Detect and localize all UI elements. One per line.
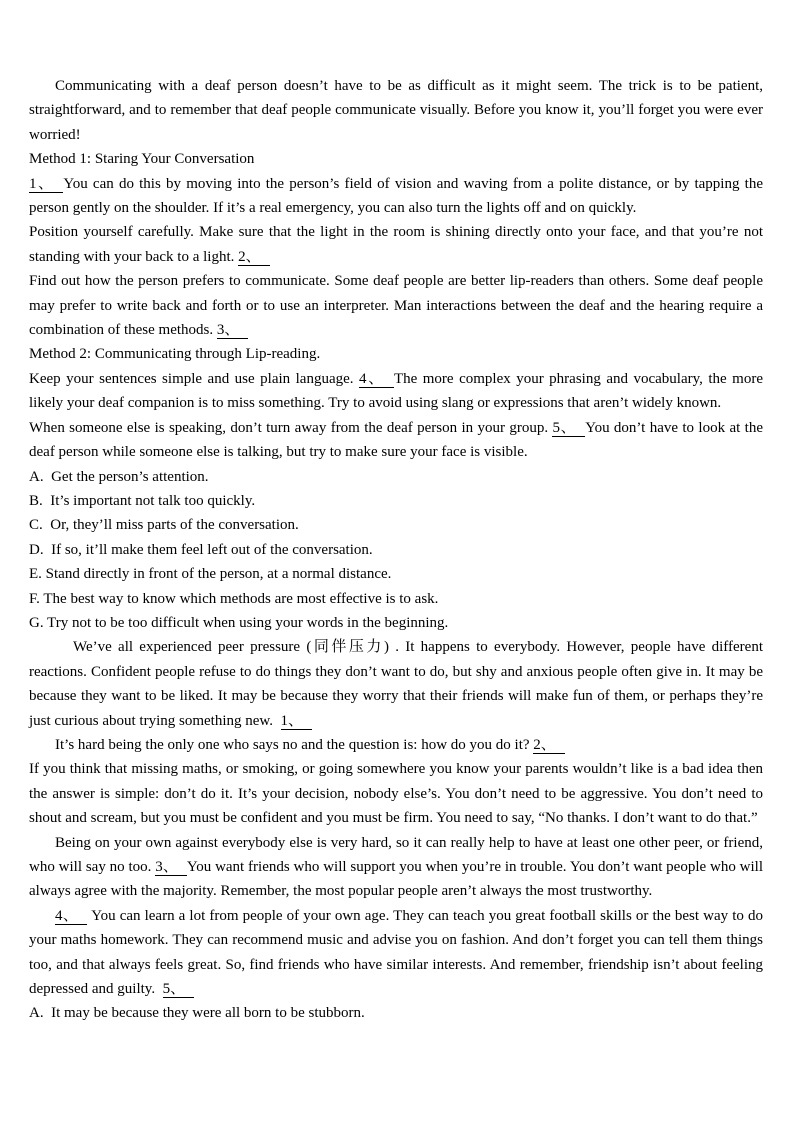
text-run: B. It’s important not talk too quickly.	[29, 492, 256, 509]
option-c	[29, 513, 763, 537]
answer-blank: 1、	[29, 176, 63, 193]
text-run: A. It may be because they were all born to be stubborn.	[29, 1005, 365, 1022]
document-body	[29, 74, 763, 1026]
passage2-intro	[29, 635, 763, 733]
answer-blank: 5、	[552, 420, 585, 437]
text-run: If you think that missing maths, or smoking, or going somewhere you know your parents wouldn’t like is a bad idea then the answer is simple: don’t do it. It’s your decision, nobody else’s. You don’t need to be aggressive. You don’t need to shout and scream, but you must be confident and you must be firm. You need to say, “No thanks. I don’t want to do that.”	[29, 761, 763, 827]
answer-blank: 3、	[155, 859, 187, 876]
text-run: Method 2: Communicating through Lip-reading.	[29, 346, 321, 363]
text-run: Method 1: Staring Your Conversation	[29, 151, 255, 168]
option-a	[29, 465, 763, 489]
passage2-para-decision	[29, 757, 763, 830]
text-run: Keep your sentences simple and use plain language.	[29, 370, 359, 387]
text-run: Position yourself carefully. Make sure that the light in the room is shining directly onto your face, and that you’re not standing with your back to a light.	[29, 224, 763, 265]
text-run: Find out how the person prefers to communicate. Some deaf people are better lip-readers than others. Some deaf people may prefer to write back and forth or to use an interpreter. Man interactions between the deaf and the hearing require a combination of these methods.	[29, 273, 763, 339]
method-1-heading	[29, 147, 763, 171]
text-run: You want friends who will support you when you’re in trouble. You don’t want people who will always agree with the majority. Remember, the most popular people aren’t always the most trustworthy.	[29, 859, 763, 900]
option-g	[29, 611, 763, 635]
passage1-para-find-out	[29, 269, 763, 342]
option-f	[29, 587, 763, 611]
option-d	[29, 538, 763, 562]
answer-blank: 1、	[281, 713, 313, 730]
answer-blank: 4、	[55, 908, 87, 925]
passage1-para-attention	[29, 172, 763, 221]
text-run: Being on your own against everybody else is very hard, so it can really help to have at least one other peer, or friend, who will say no too.	[29, 834, 763, 875]
text-run: It’s hard being the only one who says no and the question is: how do you do it?	[55, 736, 534, 753]
text-run: C. Or, they’ll miss parts of the conversation.	[29, 517, 299, 534]
passage2-para-peer-support	[29, 831, 763, 904]
text-run: E. Stand directly in front of the person, at a normal distance.	[29, 566, 392, 583]
text-run: The more complex your phrasing and vocabulary, the more likely your deaf companion is to miss something. Try to avoid using slang or expressions that aren’t widely known.	[29, 370, 763, 412]
answer-blank: 2、	[238, 249, 270, 266]
passage2-para-learn	[29, 904, 763, 1002]
answer-blank: 4、	[359, 371, 394, 388]
passage2-option-a	[29, 1001, 763, 1025]
text-run: When someone else is speaking, don’t turn away from the deaf person in your group.	[29, 419, 553, 436]
method-2-heading	[29, 342, 763, 366]
option-b	[29, 489, 763, 513]
text-run: You can do this by moving into the person’s field of vision and waving from a polite distance, or by tapping the person gently on the shoulder. If it’s a real emergency, you can also turn the lights off and on quickly.	[29, 175, 763, 217]
answer-blank: 2、	[533, 737, 565, 754]
text-run: D. If so, it’ll make them feel left out of the conversation.	[29, 541, 373, 558]
passage1-intro	[29, 74, 763, 147]
text-run: Communicating with a deaf person doesn’t have to be as difficult as it might seem. The trick is to be patient, straightforward, and to remember that deaf people communicate visually. Before you know it, you’ll forget you were ever worried!	[29, 78, 763, 143]
passage2-para-question	[29, 733, 763, 757]
passage1-para-group	[29, 416, 763, 465]
answer-blank: 5、	[163, 981, 195, 998]
text-run: We’ve all experienced peer pressure (同伴压力) . It happens to everybody. However, people have different reactions. Confident people refuse to do things they don’t want to do, but shy and anxious people often give in. It may be because they want to be liked. It may be because they worry that their friends will make fun of them, or perhaps they’re just curious about trying something new.	[29, 639, 763, 729]
passage1-para-simple-language	[29, 367, 763, 416]
text-run: A. Get the person’s attention.	[29, 468, 209, 485]
passage1-para-position	[29, 220, 763, 269]
text-run: You can learn a lot from people of your own age. They can teach you great football skills or the best way to do your maths homework. They can recommend music and advise you on fashion. And don’t forget you can tell them things too, and that always feels great. So, find friends who have similar interests. And remember, friendship isn’t about feeling depressed and guilty.	[29, 907, 763, 998]
text-run: F. The best way to know which methods are most effective is to ask.	[29, 590, 439, 607]
text-run: G. Try not to be too difficult when using your words in the beginning.	[29, 614, 449, 631]
option-e	[29, 562, 763, 586]
answer-blank: 3、	[217, 322, 249, 339]
text-run: You don’t have to look at the deaf person while someone else is talking, but try to make sure your face is visible.	[29, 419, 763, 461]
